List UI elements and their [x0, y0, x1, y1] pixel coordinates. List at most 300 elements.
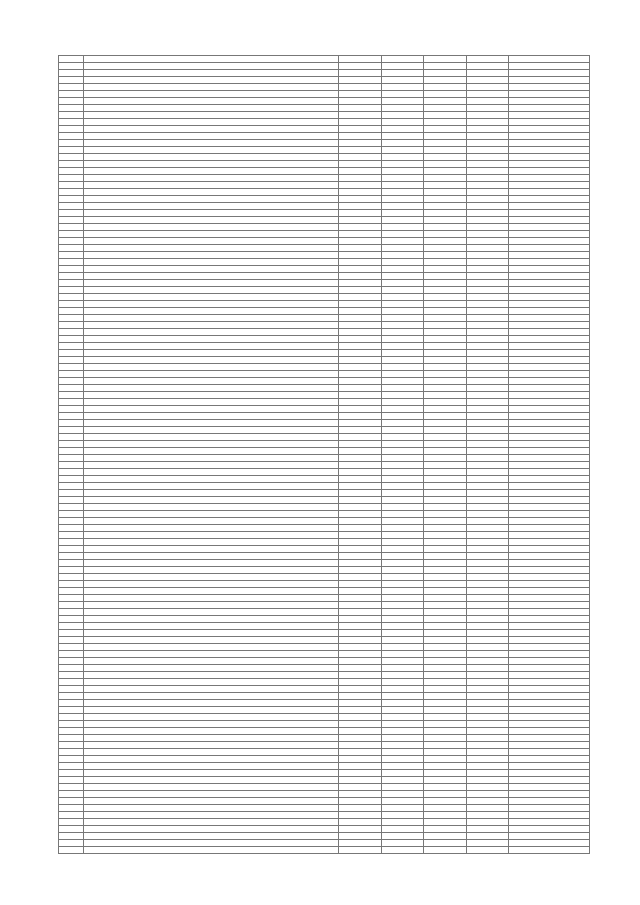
- table-cell: [59, 644, 84, 651]
- table-cell: [466, 378, 509, 385]
- table-cell: [59, 280, 84, 287]
- table-row: [59, 483, 590, 490]
- table-cell: [509, 462, 590, 469]
- table-cell: [59, 378, 84, 385]
- table-row: [59, 287, 590, 294]
- table-cell: [509, 357, 590, 364]
- table-cell: [339, 196, 382, 203]
- table-cell: [509, 441, 590, 448]
- table-cell: [424, 833, 467, 840]
- table-cell: [59, 385, 84, 392]
- table-cell: [339, 364, 382, 371]
- table-cell: [466, 700, 509, 707]
- table-cell: [466, 483, 509, 490]
- table-cell: [509, 518, 590, 525]
- table-cell: [339, 553, 382, 560]
- table-cell: [339, 378, 382, 385]
- table-cell: [381, 224, 424, 231]
- table-cell: [466, 126, 509, 133]
- table-row: [59, 749, 590, 756]
- table-row: [59, 189, 590, 196]
- table-cell: [339, 182, 382, 189]
- table-cell: [424, 798, 467, 805]
- table-cell: [509, 609, 590, 616]
- table-cell: [339, 413, 382, 420]
- table-cell: [339, 427, 382, 434]
- table-cell: [83, 189, 338, 196]
- table-row: [59, 133, 590, 140]
- table-cell: [466, 686, 509, 693]
- table-cell: [381, 805, 424, 812]
- table-cell: [83, 623, 338, 630]
- table-cell: [339, 105, 382, 112]
- table-row: [59, 245, 590, 252]
- table-cell: [339, 245, 382, 252]
- table-cell: [466, 595, 509, 602]
- table-cell: [59, 196, 84, 203]
- table-cell: [466, 735, 509, 742]
- table-cell: [381, 189, 424, 196]
- table-cell: [83, 350, 338, 357]
- table-cell: [339, 441, 382, 448]
- table-cell: [509, 91, 590, 98]
- table-row: [59, 560, 590, 567]
- table-cell: [424, 147, 467, 154]
- table-cell: [59, 287, 84, 294]
- table-cell: [83, 315, 338, 322]
- table-cell: [424, 287, 467, 294]
- table-cell: [509, 497, 590, 504]
- table-cell: [424, 784, 467, 791]
- table-cell: [339, 469, 382, 476]
- table-row: [59, 462, 590, 469]
- table-cell: [424, 63, 467, 70]
- table-row: [59, 721, 590, 728]
- table-row: [59, 378, 590, 385]
- table-cell: [509, 623, 590, 630]
- table-cell: [509, 63, 590, 70]
- table-cell: [424, 182, 467, 189]
- table-cell: [339, 280, 382, 287]
- table-cell: [509, 686, 590, 693]
- table-cell: [424, 812, 467, 819]
- table-cell: [83, 777, 338, 784]
- table-cell: [509, 511, 590, 518]
- table-cell: [424, 581, 467, 588]
- table-cell: [509, 371, 590, 378]
- table-cell: [466, 826, 509, 833]
- table-cell: [83, 308, 338, 315]
- table-cell: [59, 343, 84, 350]
- table-cell: [509, 714, 590, 721]
- table-cell: [339, 756, 382, 763]
- table-cell: [509, 581, 590, 588]
- table-cell: [509, 217, 590, 224]
- table-cell: [339, 644, 382, 651]
- table-cell: [466, 791, 509, 798]
- table-cell: [339, 588, 382, 595]
- table-cell: [59, 238, 84, 245]
- table-cell: [339, 308, 382, 315]
- table-row: [59, 742, 590, 749]
- table-cell: [424, 70, 467, 77]
- table-row: [59, 609, 590, 616]
- table-row: [59, 154, 590, 161]
- table-cell: [83, 546, 338, 553]
- table-cell: [381, 567, 424, 574]
- table-cell: [381, 238, 424, 245]
- table-cell: [59, 224, 84, 231]
- table-cell: [59, 735, 84, 742]
- table-cell: [424, 140, 467, 147]
- table-cell: [83, 833, 338, 840]
- table-cell: [83, 560, 338, 567]
- table-cell: [83, 658, 338, 665]
- table-cell: [381, 406, 424, 413]
- table-cell: [381, 77, 424, 84]
- table-cell: [59, 119, 84, 126]
- table-cell: [59, 63, 84, 70]
- table-cell: [339, 462, 382, 469]
- table-cell: [59, 679, 84, 686]
- table-cell: [509, 175, 590, 182]
- table-cell: [339, 637, 382, 644]
- table-cell: [339, 294, 382, 301]
- table-cell: [83, 700, 338, 707]
- table-cell: [381, 357, 424, 364]
- table-cell: [424, 329, 467, 336]
- table-cell: [339, 322, 382, 329]
- table-cell: [83, 63, 338, 70]
- table-cell: [466, 476, 509, 483]
- table-row: [59, 105, 590, 112]
- table-cell: [59, 112, 84, 119]
- table-cell: [83, 616, 338, 623]
- table-cell: [509, 728, 590, 735]
- table-cell: [59, 203, 84, 210]
- table-cell: [381, 336, 424, 343]
- table-cell: [424, 553, 467, 560]
- table-cell: [83, 238, 338, 245]
- table-cell: [339, 819, 382, 826]
- table-cell: [83, 693, 338, 700]
- table-cell: [424, 168, 467, 175]
- table-cell: [59, 770, 84, 777]
- table-cell: [83, 539, 338, 546]
- table-row: [59, 196, 590, 203]
- table-cell: [83, 364, 338, 371]
- table-row: [59, 763, 590, 770]
- table-cell: [381, 595, 424, 602]
- table-cell: [466, 623, 509, 630]
- table-cell: [59, 455, 84, 462]
- table-row: [59, 490, 590, 497]
- table-row: [59, 385, 590, 392]
- table-cell: [424, 161, 467, 168]
- table-cell: [509, 434, 590, 441]
- table-cell: [466, 546, 509, 553]
- table-cell: [59, 91, 84, 98]
- table-row: [59, 210, 590, 217]
- table-row: [59, 518, 590, 525]
- table-cell: [424, 742, 467, 749]
- table-cell: [339, 350, 382, 357]
- page-number: [0, 20, 640, 30]
- table-cell: [424, 714, 467, 721]
- table-cell: [59, 336, 84, 343]
- table-cell: [381, 70, 424, 77]
- table-cell: [83, 203, 338, 210]
- table-cell: [466, 385, 509, 392]
- table-cell: [381, 539, 424, 546]
- table-row: [59, 301, 590, 308]
- table-row: [59, 658, 590, 665]
- table-cell: [59, 595, 84, 602]
- table-cell: [339, 252, 382, 259]
- table-cell: [381, 742, 424, 749]
- table-cell: [59, 420, 84, 427]
- table-row: [59, 826, 590, 833]
- table-cell: [339, 826, 382, 833]
- table-cell: [509, 196, 590, 203]
- table-row: [59, 581, 590, 588]
- table-cell: [466, 532, 509, 539]
- table-cell: [466, 420, 509, 427]
- table-cell: [59, 651, 84, 658]
- table-cell: [509, 322, 590, 329]
- table-cell: [339, 357, 382, 364]
- table-cell: [509, 84, 590, 91]
- table-cell: [466, 469, 509, 476]
- table-cell: [381, 427, 424, 434]
- table-cell: [466, 133, 509, 140]
- table-cell: [466, 665, 509, 672]
- table-cell: [59, 315, 84, 322]
- table-cell: [83, 511, 338, 518]
- table-row: [59, 707, 590, 714]
- table-cell: [59, 441, 84, 448]
- table-cell: [83, 77, 338, 84]
- table-cell: [424, 385, 467, 392]
- table-cell: [424, 651, 467, 658]
- table-cell: [381, 245, 424, 252]
- table-cell: [381, 630, 424, 637]
- table-cell: [466, 553, 509, 560]
- table-cell: [83, 175, 338, 182]
- table-cell: [381, 686, 424, 693]
- table-cell: [509, 490, 590, 497]
- table-cell: [509, 707, 590, 714]
- table-cell: [424, 217, 467, 224]
- table-cell: [509, 665, 590, 672]
- table-row: [59, 455, 590, 462]
- table-row: [59, 574, 590, 581]
- table-cell: [509, 119, 590, 126]
- table-cell: [466, 567, 509, 574]
- table-cell: [466, 441, 509, 448]
- table-row: [59, 651, 590, 658]
- table-cell: [424, 602, 467, 609]
- table-cell: [509, 315, 590, 322]
- table-cell: [83, 504, 338, 511]
- table-cell: [424, 112, 467, 119]
- table-row: [59, 476, 590, 483]
- table-cell: [83, 770, 338, 777]
- table-row: [59, 399, 590, 406]
- table-cell: [466, 210, 509, 217]
- table-cell: [83, 196, 338, 203]
- table-row: [59, 847, 590, 854]
- table-cell: [59, 567, 84, 574]
- table-cell: [381, 294, 424, 301]
- table-cell: [83, 259, 338, 266]
- table-cell: [339, 210, 382, 217]
- table-cell: [424, 658, 467, 665]
- table-cell: [466, 252, 509, 259]
- table-cell: [509, 833, 590, 840]
- table-cell: [509, 126, 590, 133]
- table-row: [59, 77, 590, 84]
- table-cell: [466, 189, 509, 196]
- table-cell: [424, 637, 467, 644]
- table-row: [59, 441, 590, 448]
- table-cell: [509, 105, 590, 112]
- table-cell: [466, 259, 509, 266]
- table-cell: [59, 616, 84, 623]
- table-cell: [424, 609, 467, 616]
- table-cell: [339, 679, 382, 686]
- table-cell: [381, 329, 424, 336]
- table-row: [59, 357, 590, 364]
- table-cell: [83, 462, 338, 469]
- table-cell: [466, 294, 509, 301]
- table-cell: [381, 301, 424, 308]
- table-cell: [381, 749, 424, 756]
- table-row: [59, 294, 590, 301]
- table-row: [59, 406, 590, 413]
- table-cell: [424, 560, 467, 567]
- table-cell: [59, 623, 84, 630]
- table-cell: [381, 511, 424, 518]
- table-cell: [381, 763, 424, 770]
- table-cell: [381, 602, 424, 609]
- table-cell: [381, 56, 424, 63]
- table-row: [59, 63, 590, 70]
- table-cell: [509, 763, 590, 770]
- table-cell: [381, 840, 424, 847]
- table-cell: [83, 490, 338, 497]
- table-cell: [59, 189, 84, 196]
- table-cell: [83, 105, 338, 112]
- table-cell: [339, 532, 382, 539]
- table-row: [59, 413, 590, 420]
- table-cell: [381, 154, 424, 161]
- table-cell: [59, 497, 84, 504]
- table-cell: [466, 651, 509, 658]
- table-cell: [59, 133, 84, 140]
- table-cell: [424, 203, 467, 210]
- table-cell: [509, 56, 590, 63]
- table-cell: [339, 658, 382, 665]
- table-cell: [339, 595, 382, 602]
- table-cell: [466, 217, 509, 224]
- table-cell: [466, 714, 509, 721]
- table-cell: [424, 616, 467, 623]
- table-cell: [466, 343, 509, 350]
- table-cell: [509, 819, 590, 826]
- table-cell: [339, 84, 382, 91]
- table-cell: [466, 357, 509, 364]
- table-cell: [381, 231, 424, 238]
- table-cell: [59, 602, 84, 609]
- table-cell: [509, 98, 590, 105]
- table-cell: [381, 315, 424, 322]
- table-cell: [83, 798, 338, 805]
- table-cell: [466, 266, 509, 273]
- table-cell: [381, 679, 424, 686]
- table-cell: [83, 91, 338, 98]
- table-row: [59, 623, 590, 630]
- table-cell: [381, 217, 424, 224]
- table-cell: [466, 91, 509, 98]
- table-cell: [83, 679, 338, 686]
- table-cell: [381, 378, 424, 385]
- table-cell: [339, 728, 382, 735]
- table-cell: [424, 259, 467, 266]
- table-cell: [83, 553, 338, 560]
- table-cell: [59, 252, 84, 259]
- table-cell: [59, 483, 84, 490]
- table-cell: [83, 819, 338, 826]
- table-cell: [59, 294, 84, 301]
- table-cell: [424, 371, 467, 378]
- table-cell: [509, 532, 590, 539]
- table-cell: [59, 504, 84, 511]
- table-row: [59, 126, 590, 133]
- table-cell: [424, 483, 467, 490]
- table-cell: [59, 147, 84, 154]
- table-cell: [59, 728, 84, 735]
- table-cell: [339, 749, 382, 756]
- table-cell: [381, 161, 424, 168]
- table-cell: [381, 756, 424, 763]
- table-row: [59, 280, 590, 287]
- table-row: [59, 602, 590, 609]
- table-cell: [83, 637, 338, 644]
- table-cell: [59, 798, 84, 805]
- table-cell: [466, 308, 509, 315]
- table-cell: [339, 455, 382, 462]
- table-row: [59, 644, 590, 651]
- table-cell: [339, 238, 382, 245]
- table-cell: [339, 399, 382, 406]
- table-cell: [466, 588, 509, 595]
- table-cell: [466, 658, 509, 665]
- table-cell: [424, 448, 467, 455]
- table-cell: [466, 140, 509, 147]
- table-cell: [509, 770, 590, 777]
- table-cell: [381, 581, 424, 588]
- table-cell: [381, 434, 424, 441]
- table-cell: [83, 392, 338, 399]
- table-cell: [466, 77, 509, 84]
- table-row: [59, 630, 590, 637]
- table-cell: [509, 350, 590, 357]
- table-row: [59, 315, 590, 322]
- table-row: [59, 238, 590, 245]
- table-row: [59, 553, 590, 560]
- table-cell: [59, 658, 84, 665]
